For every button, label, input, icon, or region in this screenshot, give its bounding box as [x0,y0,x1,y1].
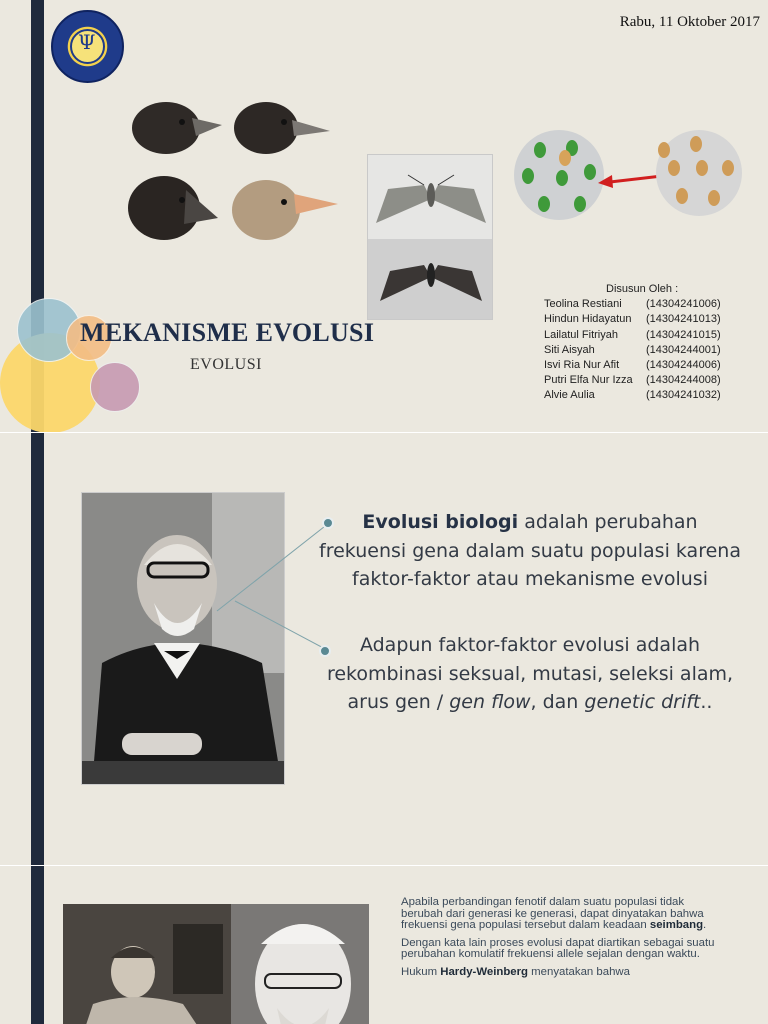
author-row [544,388,721,403]
slide-title: MEKANISME EVOLUSI [80,318,375,347]
author-name: Alvie Aulia [544,389,595,402]
author-name: Teolina Restiani [544,298,622,311]
definition-paragraph [318,508,742,594]
author-nim: (14304241013) [646,313,721,326]
accent-bar [31,866,44,1024]
paragraph [401,967,721,979]
author-name: Hindun Hidayatun [544,313,632,326]
paragraph [401,897,721,932]
author-row [544,358,721,373]
selection-arrow-icon [596,168,664,190]
university-logo: Ψ [51,10,124,83]
author-nim: (14304241032) [646,389,721,402]
bold-term: seimbang [649,919,704,932]
paragraph-text: Adapun faktor-faktor evolusi adalah rekombinasi seksual, mutasi, seleksi alam, arus gen / [326,634,734,713]
author-nim: (14304241006) [646,298,721,311]
author-name: Putri Elfa Nur Izza [544,374,633,387]
italic-term: gen flow [449,691,531,713]
author-row [544,328,721,343]
author-name: Siti Aisyah [544,343,595,356]
finch-2 [234,102,330,154]
finch-1 [132,102,222,154]
author-nim: (14304241015) [646,328,721,341]
title-slide [0,0,768,432]
paragraph-text: adalah perubahan frekuensi gena dalam suatu populasi karena faktor-faktor atau mekanisme evolusi [319,511,741,590]
paragraph-text: Hukum [401,965,441,978]
author-row [544,343,721,358]
factors-paragraph [316,631,744,717]
paragraph: Dengan kata lain proses evolusi dapat diartikan sebagai suatu perubahan komulatif frekuensi allele sejalan dengan waktu. [401,936,715,961]
author-name: Isvi Ria Nur Afit [544,359,620,372]
finch-beaks-image [124,98,344,248]
definition-slide [0,433,768,865]
hardy-weinberg-text [401,897,721,985]
brown-beetles-circle [656,130,742,216]
author-row [544,373,721,388]
author-row [544,297,721,312]
hardy-weinberg-photos [63,904,369,1024]
slide-subtitle: EVOLUSI [190,356,262,373]
italic-term: genetic drift [584,691,701,713]
bold-term: Evolusi biologi [362,511,519,533]
author-list [544,282,721,404]
date-label: Rabu, 11 Oktober 2017 [619,14,760,30]
author-nim: (14304244006) [646,359,721,372]
decor-circle-purple [90,362,140,412]
author-name: Lailatul Fitriyah [544,328,618,341]
paragraph-text: Apabila perbandingan fenotif dalam suatu populasi tidak berubah dari generasi ke generasi, dapat dinyatakan bahwa frekuensi gena populasi tersebut dalam keadaan [401,896,704,932]
bold-term: Hardy-Weinberg [440,965,529,978]
paragraph-text: . [703,919,707,932]
paragraph-text: .. [700,691,713,713]
accent-bar [31,433,44,865]
author-nim: (14304244008) [646,374,721,387]
paragraph-text: menyatakan bahwa [528,965,630,978]
green-beetles-circle [514,130,604,220]
author-nim: (14304244001) [646,343,721,356]
finch-3 [128,176,218,240]
hardy-weinberg-slide [0,866,768,1024]
author-row [544,312,721,327]
finch-4 [232,180,338,240]
peppered-moth-image [367,154,493,320]
author-heading: Disusun Oleh : [606,283,679,295]
paragraph-text: , dan [530,691,585,713]
